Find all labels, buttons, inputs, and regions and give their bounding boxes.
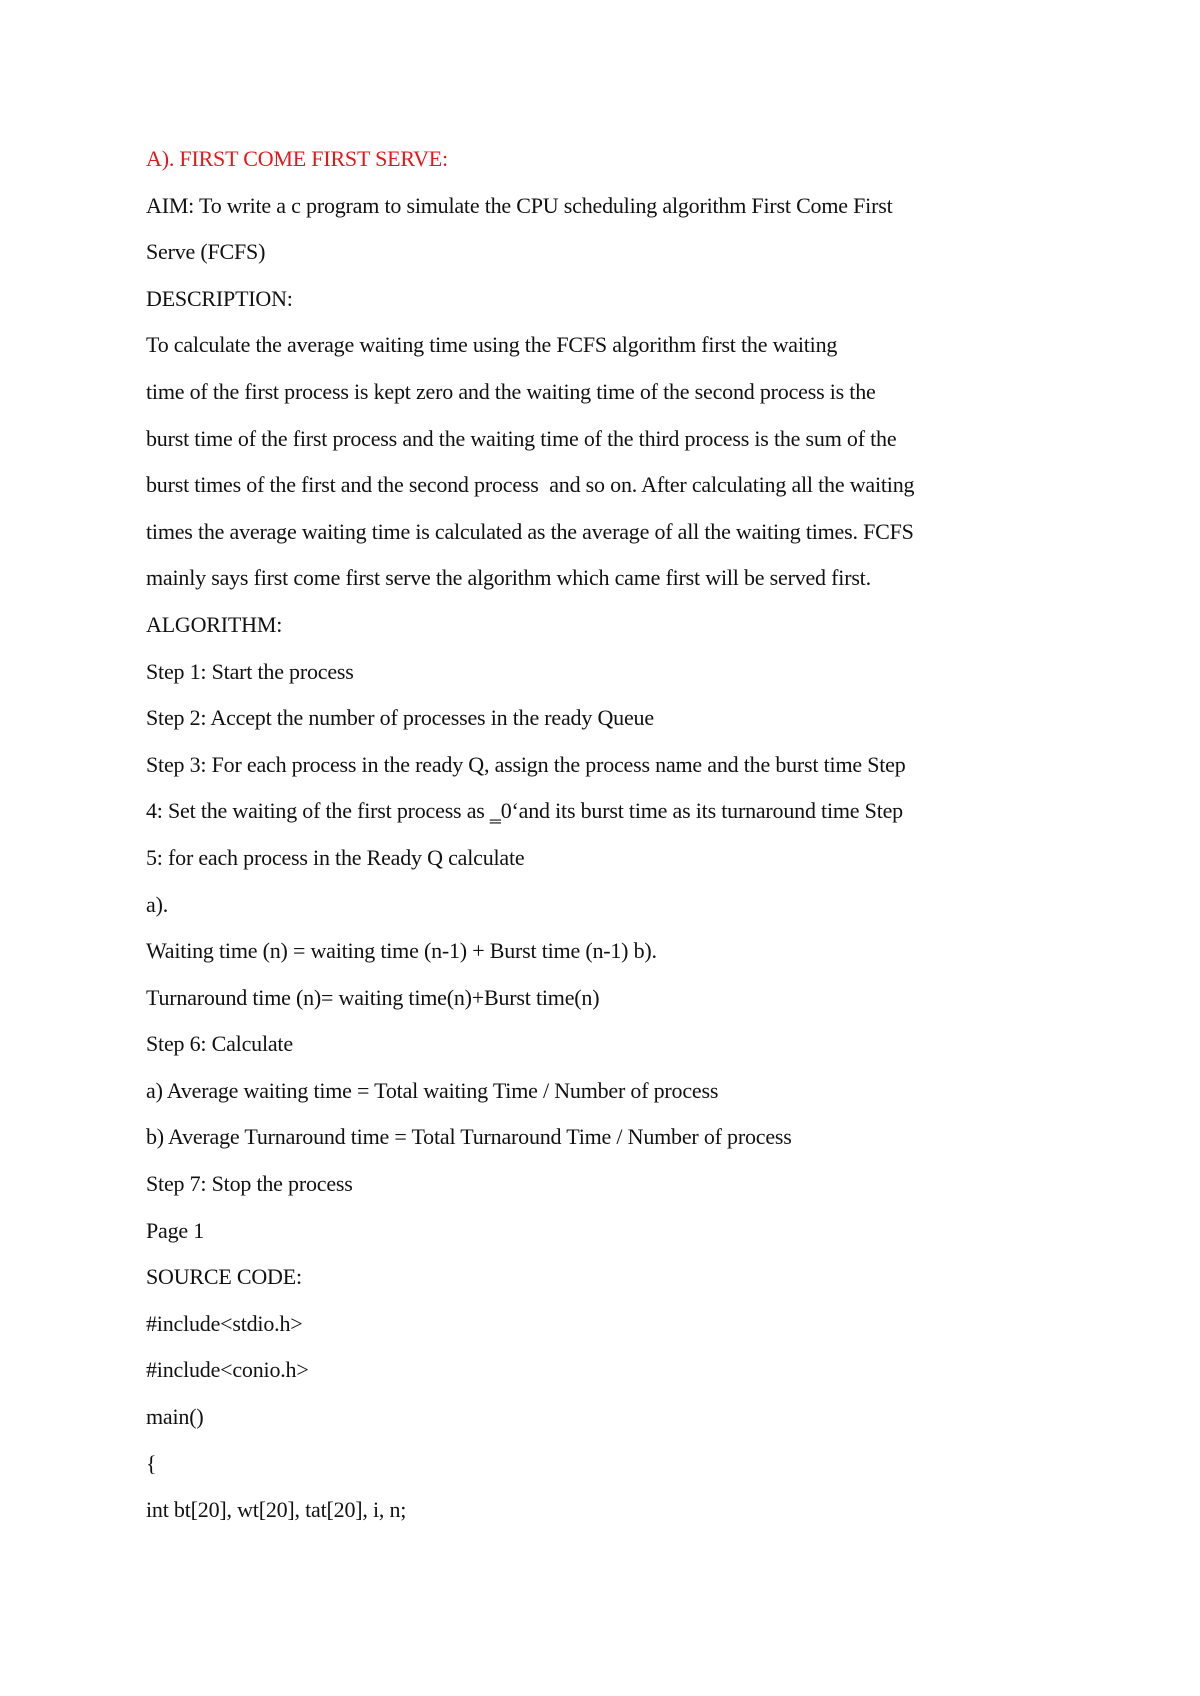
description-line-6: mainly says first come first serve the algorithm which came first will be served first.: [146, 565, 871, 591]
description-line-5: times the average waiting time is calculated as the average of all the waiting times. FCFS: [146, 518, 914, 544]
turnaround-time-formula: Turnaround time (n)= waiting time(n)+Burst time(n): [146, 984, 600, 1010]
algorithm-step-3: Step 3: For each process in the ready Q, assign the process name and the burst time Step: [146, 751, 906, 777]
code-line-main: main(): [146, 1404, 204, 1430]
waiting-time-formula: Waiting time (n) = waiting time (n-1) + Burst time (n-1) b).: [146, 938, 657, 964]
code-line-declarations: int bt[20], wt[20], tat[20], i, n;: [146, 1497, 407, 1523]
algorithm-heading: ALGORITHM:: [146, 611, 283, 637]
average-turnaround-formula: b) Average Turnaround time = Total Turnaround Time / Number of process: [146, 1124, 792, 1150]
description-line-4: burst times of the first and the second process and so on. After calculating all the waiting: [146, 472, 915, 498]
source-code-heading: SOURCE CODE:: [146, 1264, 302, 1290]
description-heading: DESCRIPTION:: [146, 285, 293, 311]
section-heading: A). FIRST COME FIRST SERVE:: [146, 146, 448, 171]
algorithm-step-5: 5: for each process in the Ready Q calculate: [146, 844, 525, 870]
algorithm-step-4: 4: Set the waiting of the first process as ‗0‘and its burst time as its turnaround time Step: [146, 798, 903, 824]
algorithm-step-1: Step 1: Start the process: [146, 658, 354, 684]
description-line-1: To calculate the average waiting time using the FCFS algorithm first the waiting: [146, 332, 838, 358]
code-line-include-stdio: #include<stdio.h>: [146, 1310, 303, 1336]
code-line-open-brace: {: [146, 1450, 157, 1476]
aim-line-2: Serve (FCFS): [146, 239, 266, 265]
description-line-2: time of the first process is kept zero and the waiting time of the second process is the: [146, 378, 876, 404]
document-body: [146, 141, 1046, 1539]
algorithm-step-2: Step 2: Accept the number of processes in the ready Queue: [146, 705, 654, 731]
algorithm-sub-a: a).: [146, 891, 168, 917]
page-number: Page 1: [146, 1217, 205, 1243]
code-line-include-conio: #include<conio.h>: [146, 1357, 309, 1383]
aim-line-1: AIM: To write a c program to simulate the CPU scheduling algorithm First Come First: [146, 192, 893, 218]
description-line-3: burst time of the first process and the waiting time of the third process is the sum of the: [146, 425, 897, 451]
algorithm-step-7: Step 7: Stop the process: [146, 1171, 353, 1197]
algorithm-step-6: Step 6: Calculate: [146, 1031, 293, 1057]
average-waiting-formula: a) Average waiting time = Total waiting Time / Number of process: [146, 1077, 719, 1103]
